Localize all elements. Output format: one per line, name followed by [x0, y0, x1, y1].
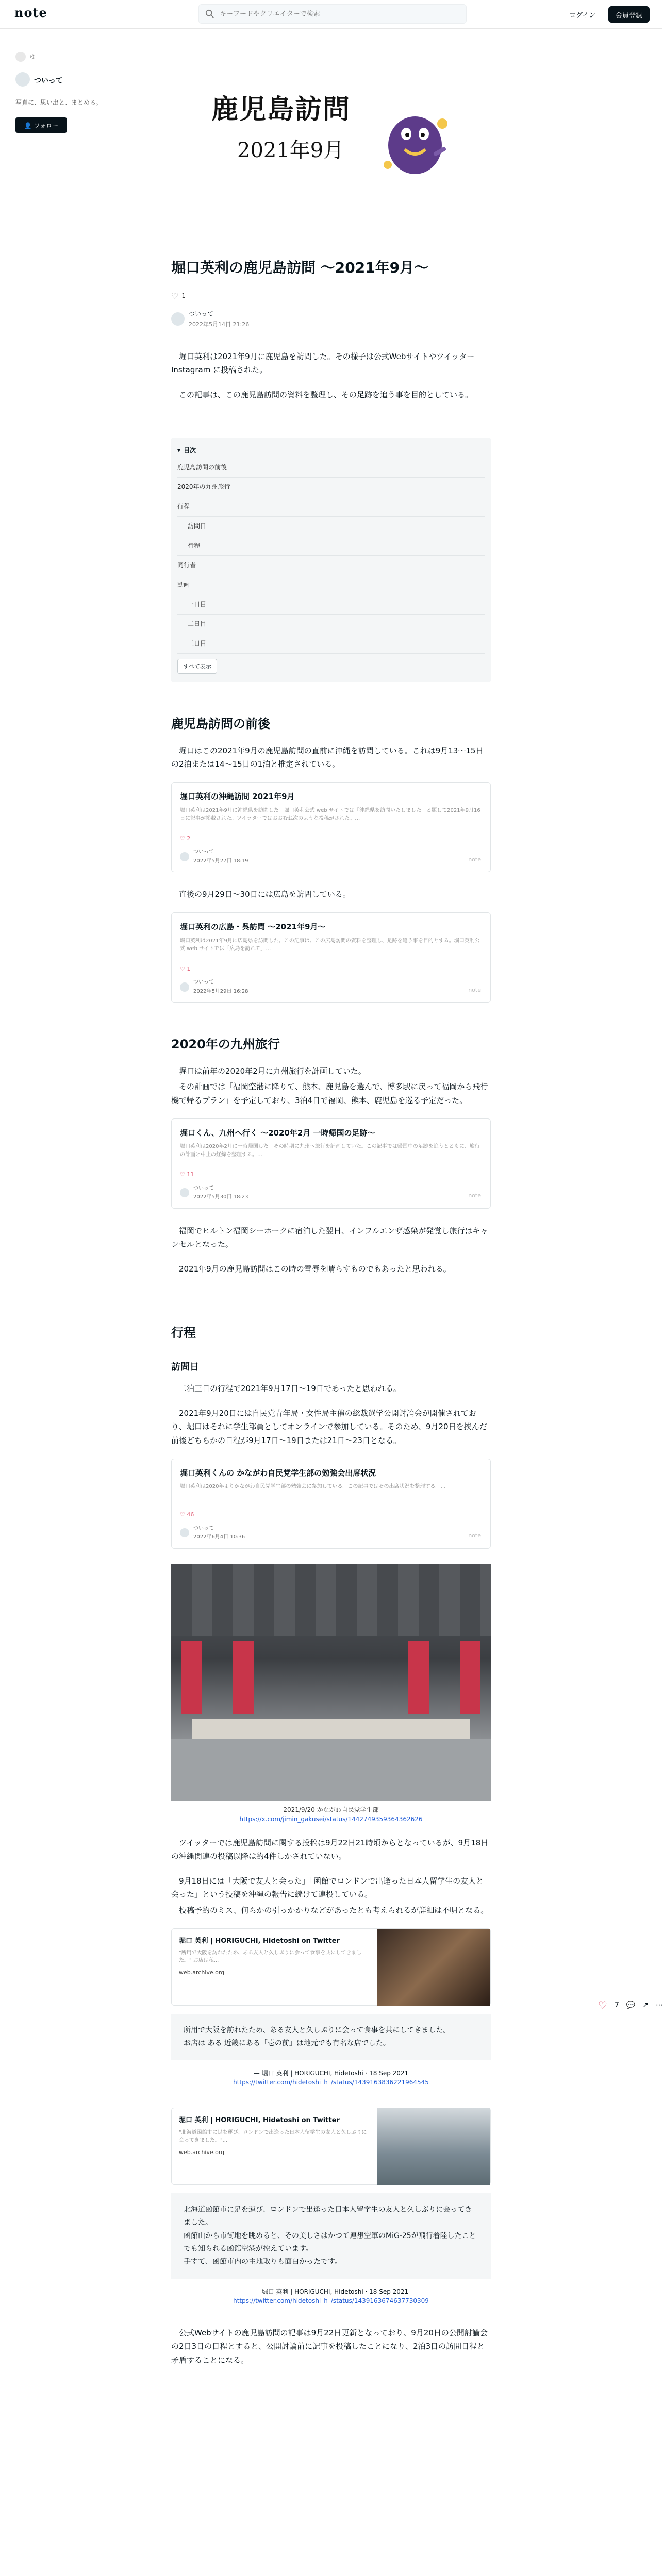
tweet-quote [171, 2193, 491, 2279]
toc-show-all-button[interactable]: すべて表示 [177, 659, 217, 674]
tweet-link[interactable]: https://twitter.com/hidetoshi_h_/status/1439163836221964545 [233, 2079, 429, 2087]
embed-title: 堀口くん、九州へ行く 〜2020年2月 一時帰国の足跡〜 [180, 1128, 375, 1138]
paragraph: 2021年9月の鹿児島訪問はこの時の雪辱を晴らすものでもあったと思われる。 [179, 1264, 451, 1274]
quote-line: 手すて、函館市内の主地取りも面白かったです。 [184, 2257, 342, 2266]
link-card-image [377, 2108, 490, 2185]
link-card-image [377, 1929, 490, 2006]
embed-like-count: 46 [187, 1511, 194, 1518]
link-card-url: web.archive.org [179, 1969, 225, 1976]
quote-line: 北海道函館市に足を運び、ロンドンで出逢った日本人留学生の友人と久しぶりに会ってきました。 [184, 2206, 472, 2227]
subsection-heading: 訪問日 [171, 1362, 199, 1373]
chevron-down-icon: ▾ [177, 446, 181, 454]
paragraph: ツイッターでは鹿児島訪問に関する投稿は9月22日21時頃からとなっているが、9月18日の沖縄関連の投稿以降は約4件しかされていない。 [171, 1838, 489, 1861]
embed-excerpt: 堀口英利は2020年よりかながわ自民党学生部の勉強会に参加している。この記事ではその出席状況を整理する。… [180, 1484, 446, 1490]
like-row [171, 289, 491, 303]
embed-title: 堀口英利くんの かながわ自民党学生部の勉強会出席状況 [180, 1468, 376, 1478]
toc-item[interactable]: 2020年の九州旅行 [177, 478, 485, 497]
avatar [180, 1188, 189, 1197]
embed-card[interactable] [171, 782, 491, 872]
link-card[interactable] [171, 1928, 491, 2006]
comment-icon[interactable]: 💬 [626, 2001, 636, 2009]
photo-floor [171, 1739, 491, 1801]
paragraph: 二泊三日の行程で2021年9月17日〜19日であったと思われる。 [179, 1383, 401, 1393]
person-add-icon: 👤 [24, 122, 32, 129]
embed-like-count: 2 [187, 835, 191, 842]
follow-button[interactable] [15, 117, 67, 133]
embed-date: 2022年5月29日 16:28 [193, 988, 248, 994]
paragraph: 堀口はこの2021年9月の鹿児島訪問の直前に沖縄を訪問している。これは9月13〜15日の2泊または14〜15日の1泊と推定されている。 [171, 745, 484, 769]
embed-likes: ♡ 11 [180, 1171, 194, 1178]
creator-bio: 写真に、思い出と、まとめる。 [15, 99, 103, 106]
paragraph: その計画では「福岡空港に降りて、熊本、鹿児島を選んで、博多駅に戻って福岡から飛行機で帰るプラン」を予定しており、3泊4日で福岡、熊本、鹿児島を巡る予定だった。 [171, 1082, 488, 1105]
follow-label: フォロー [34, 122, 59, 129]
embed-likes: ♡ 46 [180, 1511, 194, 1518]
tweet-link[interactable]: https://twitter.com/hidetoshi_h_/status/1439163674637730309 [233, 2297, 429, 2305]
caption-link[interactable]: https://x.com/jimin_gakusei/status/1442749359364362626 [239, 1815, 423, 1823]
hero-title: 鹿児島訪問 [211, 94, 351, 125]
toc-item[interactable]: 二日目 [177, 615, 485, 634]
tweet-meta: — 堀口 英利 | HORIGUCHI, Hidetoshi · 18 Sep 2021 [253, 2070, 409, 2077]
search-box[interactable] [198, 4, 467, 24]
embed-likes: ♡ 2 [180, 835, 191, 842]
note-logo: note [468, 1192, 481, 1199]
toc-item[interactable]: 同行者 [177, 556, 485, 575]
embed-author: ついって [193, 979, 214, 986]
avatar [180, 982, 189, 992]
share-icon[interactable]: ↗ [642, 2001, 649, 2009]
creator-mini-avatar [15, 52, 26, 62]
note-logo: note [468, 856, 481, 863]
creator-card [15, 52, 129, 129]
quote-line: お店は ある 近畿にある「壱の前」は地元でも有名な店でした。 [184, 2039, 390, 2048]
embed-title: 堀口英利の広島・呉訪問 〜2021年9月〜 [180, 922, 326, 932]
toc-item[interactable]: 行程 [177, 536, 485, 556]
quote-line: 所用で大阪を訪れたため、ある友人と久しぶりに会って食事を共にしてきました。 [184, 2026, 451, 2035]
avatar [180, 852, 189, 861]
embed-date: 2022年5月30日 18:23 [193, 1194, 248, 1200]
embed-meta [180, 978, 482, 996]
section-heading: 行程 [171, 1326, 196, 1341]
paragraph: 投稿予約のミス、何らかの引っかかりなどがあったとも考えられるが詳細は不明となる。 [179, 1905, 489, 1915]
embed-author: ついって [193, 849, 214, 855]
author-block [171, 309, 491, 329]
note-logo: note [468, 1532, 481, 1539]
article [171, 258, 491, 2378]
embed-meta [180, 1524, 482, 1542]
quote-line: 函館山から市街地を眺めると、その美しさはかつて連想空軍のMiG-25が飛行着陸したことでも知られる函館空港が控えています。 [184, 2231, 476, 2253]
floating-like-count: 7 [614, 2001, 619, 2009]
section-heading: 2020年の九州旅行 [171, 1037, 280, 1052]
embed-date: 2022年6月4日 10:36 [193, 1534, 245, 1540]
link-card-title: 堀口 英利 | HORIGUCHI, Hidetoshi on Twitter [179, 1937, 340, 1945]
embed-likes: ♡ 1 [180, 965, 191, 972]
link-card-desc: "所用で大阪を訪れたため、ある友人と久しぶりに会って食事を共にしてきました。" お店は私... [179, 1950, 362, 1964]
creator-label: ゆ [30, 54, 36, 60]
paragraph: 2021年9月20日には自民党青年局・女性局主催の総裁選学公開討論会が開催されており、堀口はそれに学生部員としてオンラインで参加している。そのため、9月20日を挟んだ前後どちらかの日程が9月17日〜19日または21日〜23日となる。 [171, 1409, 487, 1445]
section-heading: 鹿児島訪問の前後 [171, 716, 270, 731]
photo-ceiling [171, 1564, 491, 1636]
photo-desk [192, 1719, 470, 1739]
meeting-photo[interactable] [171, 1564, 491, 1801]
link-card[interactable] [171, 2108, 491, 2185]
paragraph: 公式Webサイトの鹿児島訪問の記事は9月22日更新となっており、9月20日の公開討論会の2日3日の日程とすると、公開討論前に記事を投稿したことになり、2泊3日の訪問日程と矛盾することになる。 [171, 2328, 488, 2365]
link-card-desc: "北海道函館市に足を運び、ロンドンで出逢った日本人留学生の友人と久しぶりに会ってきました。"... [179, 2129, 367, 2143]
author-name[interactable]: ついって [189, 310, 214, 317]
toc-item[interactable]: 一日目 [177, 595, 485, 615]
publish-date: 2022年5月14日 21:26 [189, 320, 250, 328]
toc-item[interactable]: 鹿児島訪問の前後 [177, 458, 485, 478]
embed-meta [180, 848, 482, 866]
link-card-url: web.archive.org [179, 2148, 225, 2156]
embed-author: ついって [193, 1525, 214, 1531]
tweet-source [171, 2287, 491, 2306]
login-button[interactable]: ログイン [562, 6, 603, 23]
heart-icon[interactable]: ♡ [598, 1999, 607, 2011]
hero-image [170, 57, 490, 191]
toc-header[interactable] [177, 445, 485, 456]
more-icon[interactable]: ⋯ [656, 2001, 663, 2009]
embed-author: ついって [193, 1185, 214, 1191]
search-icon [205, 9, 214, 19]
signup-button[interactable]: 会員登録 [608, 6, 650, 23]
caption-text: 2021/9/20 かながわ自民党学生部 [283, 1806, 379, 1814]
paragraph: 福岡でヒルトン福岡シーホークに宿泊した翌日、インフルエンザ感染が発覚し旅行はキャンセルとなった。 [171, 1226, 488, 1249]
embed-title: 堀口英利の沖縄訪問 2021年9月 [180, 792, 295, 802]
link-card-title: 堀口 英利 | HORIGUCHI, Hidetoshi on Twitter [179, 2116, 340, 2125]
toc-item[interactable]: 行程 [177, 497, 485, 517]
embed-date: 2022年5月27日 18:19 [193, 858, 248, 864]
toc-heading: 目次 [184, 446, 196, 454]
toc-item[interactable]: 動画 [177, 575, 485, 595]
intro-paragraph: この記事は、この鹿児島訪問の資料を整理し、その足跡を追う事を目的としている。 [179, 390, 473, 400]
embed-card[interactable] [171, 1459, 491, 1549]
photo-banner [181, 1641, 202, 1714]
top-bar [0, 0, 662, 29]
hero-subtitle: 2021年9月 [237, 139, 344, 162]
paragraph: 堀口は前年の2020年2月に九州旅行を計画していた。 [179, 1066, 366, 1076]
table-of-contents [171, 438, 491, 682]
embed-excerpt: 堀口英利は2021年9月に広島県を訪問した。この記事は、この広島訪問の資料を整理し、足跡を追う事を目的とする。堀口英利公式 web サイトでは「広島を訪れて」… [180, 938, 480, 952]
avatar[interactable] [15, 72, 30, 87]
embed-like-count: 1 [187, 965, 191, 972]
photo-banner [460, 1641, 480, 1714]
photo-caption [171, 1805, 491, 1824]
intro-paragraph: 堀口英利は2021年9月に鹿児島を訪問した。その様子は公式WebサイトやツイッターInstagram に投稿された。 [171, 351, 475, 375]
floating-actions [598, 1999, 663, 2011]
embed-excerpt: 堀口英利は2020年2月に一時帰国した。その時期に九州へ旅行を計画していた。この記事では帰国中の足跡を追うとともに、旅行の計画と中止の経緯を整理する。… [180, 1144, 480, 1158]
character-illustration [376, 98, 454, 180]
tweet-source [171, 2069, 491, 2087]
embed-like-count: 11 [187, 1171, 194, 1178]
note-logo: note [468, 986, 481, 993]
tweet-quote [171, 2014, 491, 2060]
avatar [180, 1528, 189, 1537]
avatar[interactable] [171, 312, 185, 326]
toc-item[interactable]: 三日目 [177, 634, 485, 654]
note-logo[interactable]: note [14, 5, 47, 20]
article-title: 堀口英利の鹿児島訪問 〜2021年9月〜 [171, 259, 429, 276]
search-input[interactable] [219, 5, 456, 23]
heart-icon[interactable]: ♡ [171, 291, 179, 301]
creator-name[interactable]: ついって [34, 77, 63, 85]
paragraph: 9月18日には「大阪で友人と会った」「函館でロンドンで出逢った日本人留学生の友人と会った」という投稿を沖縄の報告に続けて連投している。 [171, 1876, 484, 1900]
paragraph: 直後の9月29日〜30日には広島を訪問している。 [179, 890, 351, 900]
embed-card[interactable] [171, 912, 491, 1003]
embed-meta [180, 1184, 482, 1202]
embed-card[interactable] [171, 1118, 491, 1209]
embed-excerpt: 堀口英利は2021年9月に沖縄県を訪問した。堀口英利公式 web サイトでは「沖縄県を訪問いたしました」と題して2021年9月16日に記事が掲載された。ツイッターではおおむね次のような投稿がされた。… [180, 807, 480, 822]
like-count: 1 [181, 292, 186, 300]
toc-item[interactable]: 訪問日 [177, 517, 485, 536]
photo-banner [233, 1641, 254, 1714]
photo-banner [408, 1641, 429, 1714]
tweet-meta: — 堀口 英利 | HORIGUCHI, Hidetoshi · 18 Sep 2021 [253, 2288, 409, 2296]
